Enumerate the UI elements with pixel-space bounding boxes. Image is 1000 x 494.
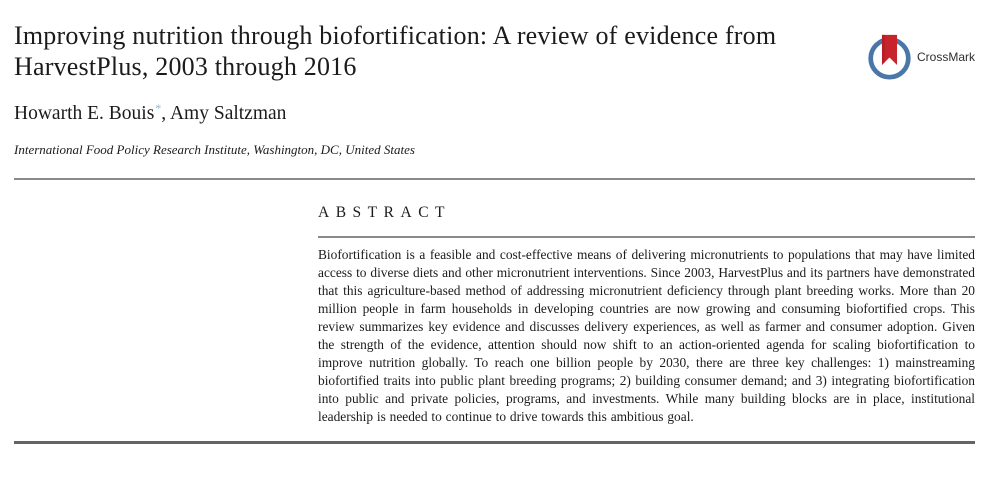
author-line [14,96,975,126]
footer-divider [14,441,975,444]
affiliation: International Food Policy Research Institute, Washington, DC, United States [14,142,415,157]
author-name-1: Howarth E. Bouis [14,103,155,124]
crossmark-icon [866,33,913,80]
abstract-heading: ABSTRACT [318,204,452,221]
abstract-section [318,204,975,426]
article-title: Improving nutrition through biofortification: A review of evidence from HarvestPlus, 2003 through 2016 [14,21,777,81]
corresponding-author-marker[interactable]: * [155,101,162,115]
abstract-text: Biofortification is a feasible and cost-effective means of delivering micronutrients to populations that may have limited access to diverse diets and other micronutrient interventions. Since 2003, HarvestPlus and its partners have demonstrated that this agriculture-based method of addressing micronutrient deficiency through plant breeding works. More than 20 million people in farm households in developing countries are now growing and consuming biofortified crops. This review summarizes key evidence and discusses delivery experiences, as well as farmer and consumer adoption. Given the strength of the evidence, attention should now shift to an action-oriented agenda for scaling biofortification to improve nutrition globally. To reach one billion people by 2030, there are three key challenges: 1) mainstreaming biofortified traits into public plant breeding programs; 2) building consumer demand; and 3) integrating biofortification into public and private policies, programs, and investments. While many building blocks are in place, institutional leadership is needed to continue to drive towards this ambitious goal. [318,247,975,424]
abstract-divider [318,236,975,238]
author-name-2: Amy Saltzman [169,103,287,124]
crossmark-label: CrossMark [916,49,975,64]
header-divider [14,178,975,180]
crossmark-badge[interactable] [866,33,975,80]
author-separator: , [161,103,170,124]
